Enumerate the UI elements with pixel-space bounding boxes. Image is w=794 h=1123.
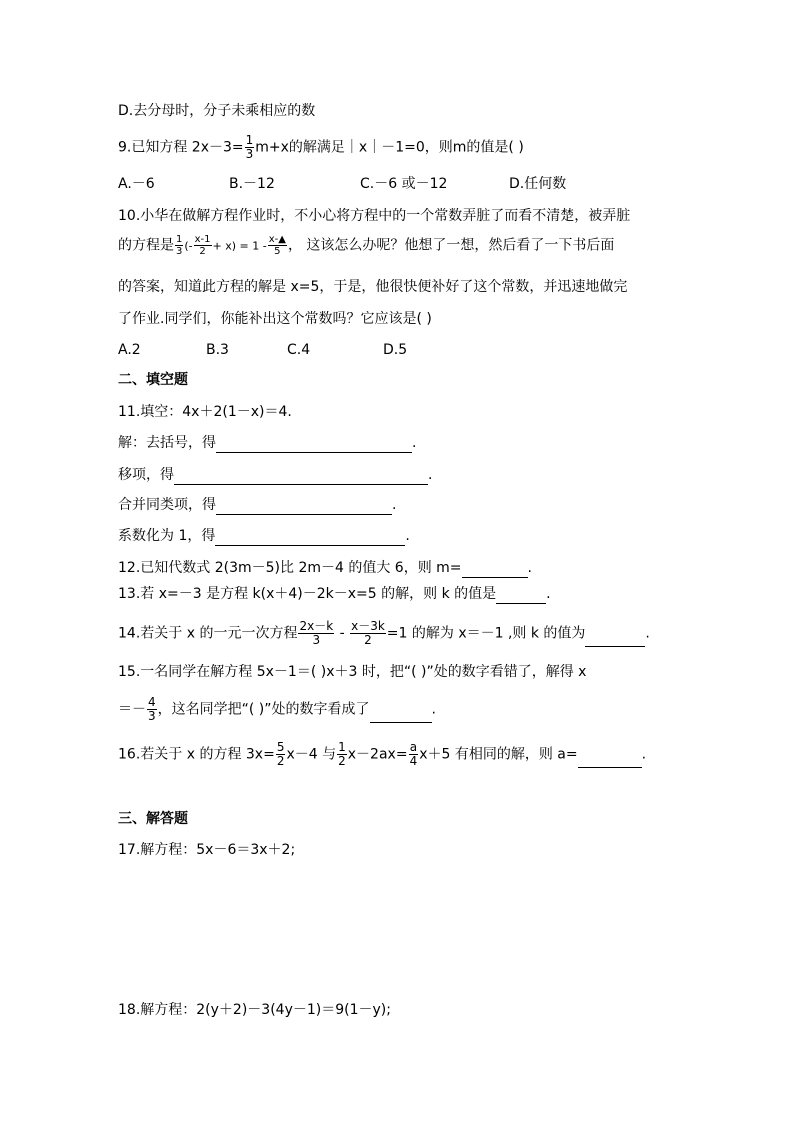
text-segment: 1 [338, 740, 346, 754]
question-9-options [118, 174, 566, 194]
text-segment: 13.若 x=－3 是方程 k(x＋4)－2k－x=5 的解，则 k 的值是 [118, 586, 497, 602]
text-segment: . [645, 625, 650, 642]
question-10-line-1: 10.小华在做解方程作业时，不小心将方程中的一个常数弄脏了而看不清楚，被弄脏 [118, 208, 631, 224]
fraction [194, 234, 212, 257]
section-title-fill-in: 二、填空题 [118, 372, 188, 388]
question-15-line-2 [118, 696, 436, 723]
answer-blank [496, 589, 546, 604]
text-segment: 5 [276, 740, 285, 754]
text-segment: x＋5 有相同的解，则 a= [419, 746, 578, 763]
option-a: A.－6 [118, 176, 155, 192]
text-segment: . [392, 497, 397, 513]
text-segment: 3 [148, 709, 156, 723]
text-segment: ，这名同学把“( )”处的数字看成了 [157, 701, 370, 718]
text-segment: - [335, 625, 350, 642]
text-segment: 的方程是 [118, 237, 174, 254]
question-11-step-1 [118, 433, 416, 453]
text-segment: . [405, 528, 410, 544]
fraction [337, 741, 347, 768]
text-segment: . [546, 586, 551, 602]
question-11-step-3 [118, 495, 396, 515]
text-segment: 2 [199, 246, 206, 257]
section-title-solve: 三、解答题 [118, 811, 188, 827]
fraction [175, 234, 183, 257]
text-segment: 合并同类项，得 [118, 497, 216, 513]
text-segment: 5 [274, 246, 281, 257]
option-b: B.－12 [229, 176, 275, 192]
text-segment: x－2ax= [347, 746, 408, 763]
question-12 [118, 558, 532, 578]
answer-blank [216, 438, 412, 453]
text-segment: x-▲ [268, 234, 286, 245]
text-segment: x－3k [351, 619, 385, 633]
text-segment: 4 [148, 695, 156, 709]
question-17: 17.解方程：5x－6＝3x＋2; [118, 842, 296, 858]
text-segment: x-1 [194, 234, 211, 245]
fraction [298, 620, 334, 647]
answer-blank [216, 500, 392, 515]
text-segment: 16.若关于 x 的方程 3x= [118, 746, 275, 763]
text-segment: (- [184, 239, 193, 253]
text-segment: ， 这该怎么办呢？他想了一想，然后看了一下书后面 [287, 237, 615, 254]
question-11-step-4 [118, 526, 410, 546]
text-segment: 2 [276, 754, 285, 768]
option-c: C.－6 或－12 [360, 176, 448, 192]
text-segment: 14.若关于 x 的一元一次方程 [118, 625, 298, 642]
option-d: D.5 [383, 342, 408, 358]
text-segment: 1 [176, 234, 183, 245]
text-segment: 1 [245, 133, 254, 147]
fraction [350, 620, 386, 647]
question-9 [118, 134, 524, 161]
question-10-line-4: 了作业.同学们，你能补出这个常数吗？它应该是( ) [118, 311, 432, 327]
fraction [268, 234, 287, 257]
text-segment: 2 [364, 633, 372, 647]
text-segment: m+x的解满足｜x｜－1=0，则m的值是( ) [255, 139, 524, 156]
text-segment: 2 [338, 754, 346, 768]
option-a: A.2 [118, 342, 141, 358]
answer-blank [585, 632, 645, 647]
text-segment: 2x－k [299, 619, 334, 633]
question-10-line-2 [118, 234, 614, 257]
question-13 [118, 584, 551, 604]
text-segment: 4 [409, 754, 418, 768]
answer-blank [462, 563, 528, 578]
text-segment: 解：去括号，得 [118, 435, 216, 451]
option-d: D.任何数 [509, 176, 567, 192]
fraction [147, 696, 157, 723]
text-segment: 3 [245, 147, 254, 161]
question-15-line-1: 15.一名同学在解方程 5x－1＝( )x＋3 时，把“( )”处的数字看错了，解得 x [118, 664, 587, 680]
answer-blank [370, 708, 432, 723]
text-segment: ＝－ [118, 701, 146, 718]
fraction [409, 741, 419, 768]
question-16 [118, 741, 646, 768]
question-18: 18.解方程：2(y＋2)－3(4y－1)＝9(1－y); [118, 1002, 391, 1018]
question-10-line-3: 的答案，知道此方程的解是 x=5，于是，他很快便补好了这个常数，并迅速地做完 [118, 279, 628, 295]
text-segment: 3 [176, 246, 183, 257]
fraction [245, 134, 255, 161]
text-segment: + x) = 1 - [212, 239, 267, 253]
text-segment: 9.已知方程 2x－3= [118, 139, 244, 156]
question-14 [118, 620, 650, 647]
text-segment: a [409, 740, 418, 754]
text-segment: x－4 与 [286, 746, 337, 763]
text-segment: . [428, 467, 433, 483]
question-11-stem: 11.填空：4x＋2(1－x)＝4. [118, 404, 292, 420]
text-segment: . [641, 746, 647, 763]
text-segment: 3 [312, 633, 321, 647]
option-c: C.4 [287, 342, 311, 358]
text-segment: . [527, 560, 532, 576]
option-b: B.3 [206, 342, 229, 358]
fraction [276, 741, 286, 768]
answer-blank [578, 753, 642, 768]
text-segment: . [412, 435, 417, 451]
text-segment: 移项，得 [118, 467, 174, 483]
text-segment: 系数化为 1，得 [118, 528, 216, 544]
question-11-step-2 [118, 465, 432, 485]
text-segment: 12.已知代数式 2(3m－5)比 2m－4 的值大 6，则 m= [118, 560, 462, 576]
q8-option-d: D.去分母时，分子未乘相应的数 [118, 103, 316, 119]
text-segment: =1 的解为 x＝－1 ,则 k 的值为 [386, 625, 586, 642]
text-segment: . [431, 701, 436, 718]
answer-blank [215, 531, 405, 546]
question-10-options [118, 340, 407, 360]
answer-blank [174, 470, 428, 485]
